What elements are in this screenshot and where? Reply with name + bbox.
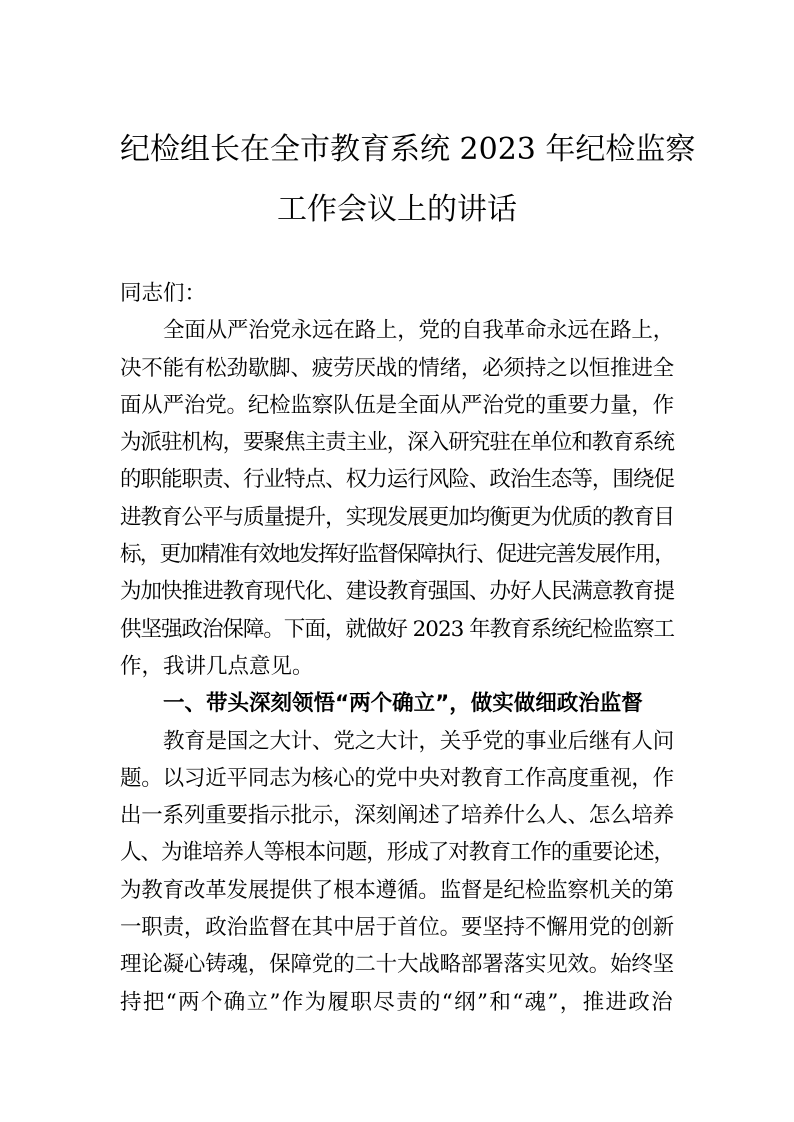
body-text-line: 理论凝心铸魂，保障党的二十大战略部署落实见效。始终坚 xyxy=(120,952,674,978)
body-text-line: 面从严治党。纪检监察队伍是全面从严治党的重要力量，作 xyxy=(120,392,674,418)
body-text-line: 供坚强政治保障。下面，就做好 2023 年教育系统纪检监察工 xyxy=(120,616,674,642)
body-text-line: 一职责，政治监督在其中居于首位。要坚持不懈用党的创新 xyxy=(120,915,674,941)
body-text-line: 标，更加精准有效地发挥好监督保障执行、促进完善发展作用， xyxy=(120,542,674,568)
body-text-line: 人、为谁培养人等根本问题，形成了对教育工作的重要论述， xyxy=(120,840,674,866)
body-text-line: 出一系列重要指示批示，深刻阐述了培养什么人、怎么培养 xyxy=(120,803,674,829)
body-text-line: 全面从严治党永远在路上，党的自我革命永远在路上， xyxy=(163,318,674,344)
body-text-line: 为教育改革发展提供了根本遵循。监督是纪检监察机关的第 xyxy=(120,877,674,903)
body-text-line: 作，我讲几点意见。 xyxy=(120,653,314,679)
body-text-line: 为加快推进教育现代化、建设教育强国、办好人民满意教育提 xyxy=(120,579,674,605)
body-text-line: 持把“两个确立”作为履职尽责的“纲”和“魂”，推进政治 xyxy=(120,989,675,1015)
document-title-line-1: 纪检组长在全市教育系统 2023 年纪检监察 xyxy=(120,132,696,167)
body-text-line: 题。以习近平同志为核心的党中央对教育工作高度重视，作 xyxy=(120,765,674,791)
body-text-line: 决不能有松劲歇脚、疲劳厌战的情绪，必须持之以恒推进全 xyxy=(120,355,674,381)
body-text-line: 教育是国之大计、党之大计，关乎党的事业后继有人问 xyxy=(163,728,674,754)
salutation-line: 同志们： xyxy=(120,281,207,306)
document-title xyxy=(120,120,696,240)
body-text-line: 为派驻机构，要聚焦主责主业，深入研究驻在单位和教育系统 xyxy=(120,430,674,456)
body-text-line: 进教育公平与质量提升，实现发展更加均衡更为优质的教育目 xyxy=(120,504,674,530)
section-heading: 一、带头深刻领悟“两个确立”，做实做细政治监督 xyxy=(163,691,643,717)
document-title-line-2: 工作会议上的讲话 xyxy=(277,192,517,227)
document-body xyxy=(120,275,674,1021)
body-text-line: 的职能职责、行业特点、权力运行风险、政治生态等，围绕促 xyxy=(120,467,674,493)
